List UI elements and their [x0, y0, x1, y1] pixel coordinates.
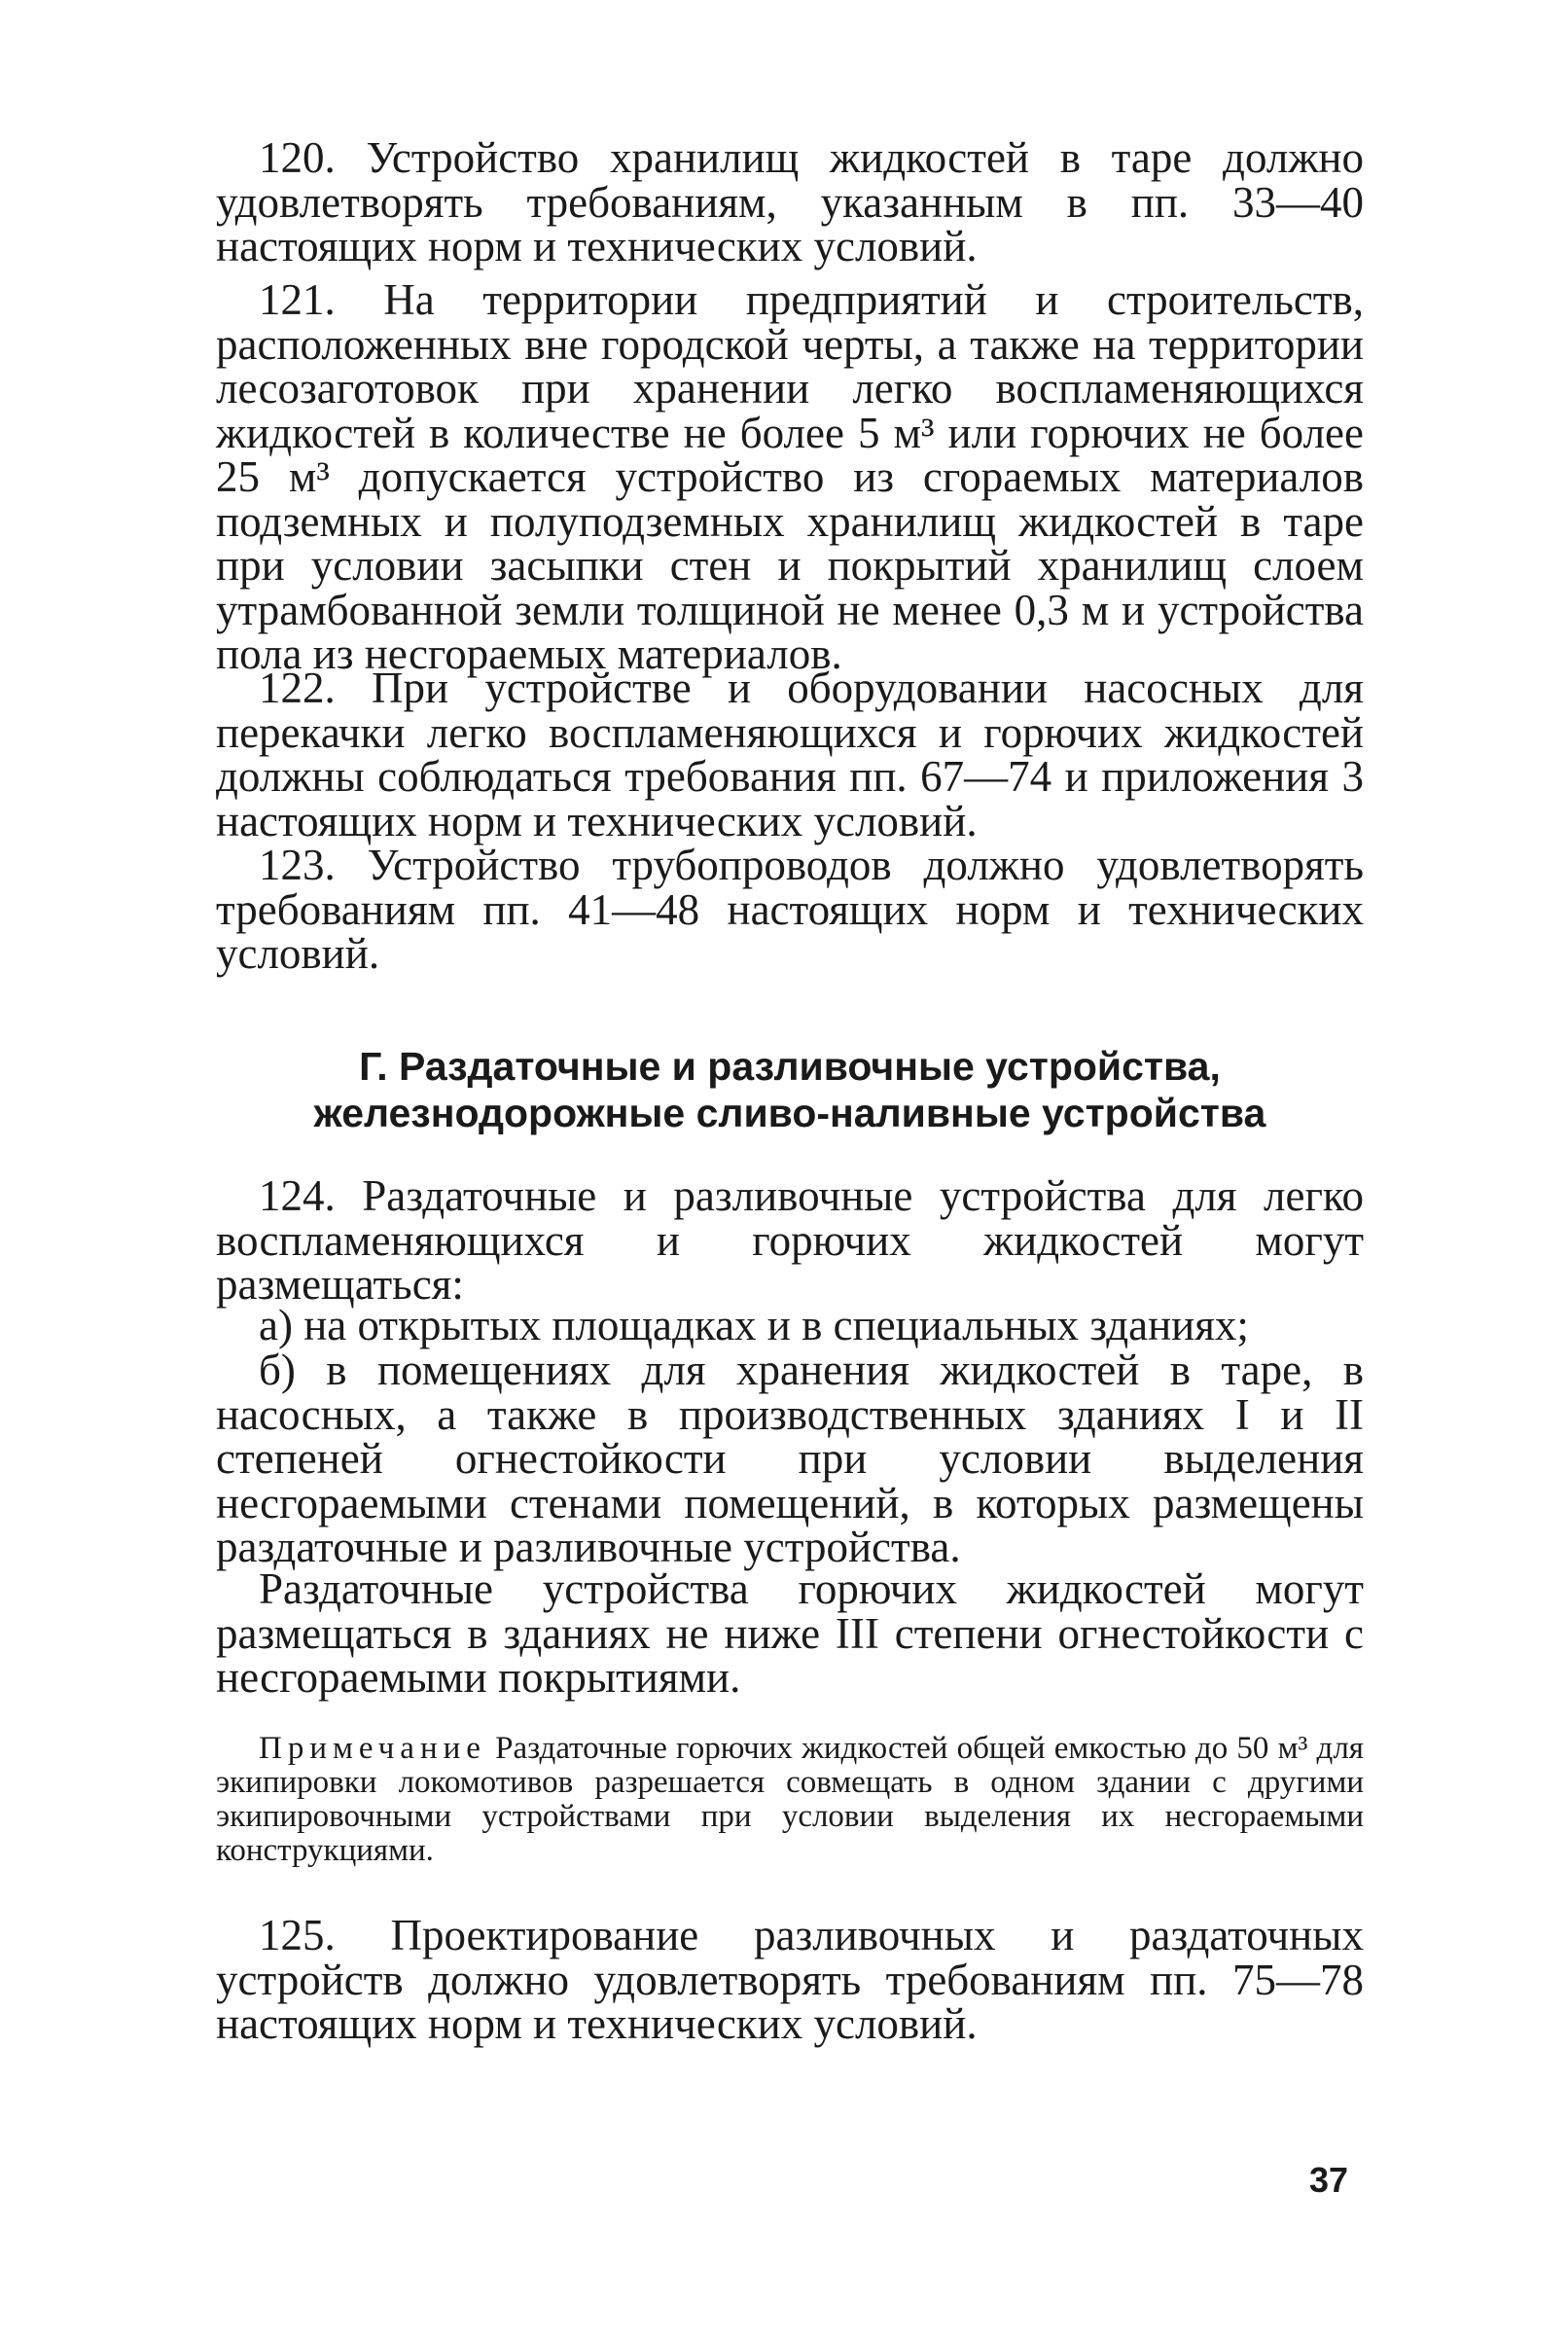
paragraph-124-continuation: Раздаточные устройства горючих жидкостей могут размещаться в зданиях не ниже III степени огнестойкости с несгораемыми покрытиями. [216, 1564, 1364, 1702]
document-page [216, 133, 1364, 2306]
paragraph-120: 120. Устройство хранилищ жидкостей в таре должно удовлетворять требованиям, указанным в пп. 33—40 настоящих норм и технических условий. [216, 133, 1364, 270]
page-number: 37 [1308, 2160, 1348, 2200]
note [216, 1732, 1364, 1868]
list-item-a: а) на открытых площадках и в специальных зданиях; [259, 1301, 1249, 1349]
section-heading-line-2: железнодорожные сливо-наливные устройства [313, 1091, 1266, 1135]
note-label: Примечание [259, 1731, 486, 1766]
paragraph-125: 125. Проектирование разливочных и раздаточных устройств должно удовлетворять требованиям пп. 75—78 настоящих норм и технических условий. [216, 1911, 1364, 2048]
note-text: Раздаточные горючих жидкостей общей емкостью до 50 м³ для экипировки локомотивов разрешается совмещать в одном здании с другими экипировочными устройствами при условии выделения их несгораемыми конструкциями. [216, 1731, 1364, 1868]
paragraph-123: 123. Устройство трубопроводов должно удовлетворять требованиям пп. 41—48 настоящих норм и технических условий. [216, 841, 1364, 978]
section-heading-line-1: Г. Раздаточные и разливочные устройства, [359, 1044, 1221, 1089]
list-item-b: б) в помещениях для хранения жидкостей в таре, в насосных, а также в производственных зданиях I и II степеней огнестойкости при условии выделения несгораемыми стенами помещений, в которых размещены раздаточные и разливочные устройства. [216, 1346, 1364, 1571]
paragraph-122: 122. При устройстве и оборудовании насосных для перекачки легко воспламеняющихся и горючих жидкостей должны соблюдаться требования пп. 67—74 и приложения 3 настоящих норм и технических условий. [216, 664, 1364, 845]
paragraph-121: 121. На территории предприятий и строительств, расположенных вне городской черты, а также на территории лесозаготовок при хранении легко воспламеняющихся жидкостей в количестве не более 5 м³ или горючих не более 25 м³ допускается устройство из сгораемых материалов подземных и полуподземных хранилищ жидкостей в таре при условии засыпки стен и покрытий хранилищ слоем утрамбованной земли толщиной не менее 0,3 м и устройства пола из несгораемых материалов. [216, 275, 1364, 678]
section-heading [216, 1043, 1364, 1136]
paragraph-124: 124. Раздаточные и разливочные устройства для легко воспламеняющихся и горючих жидкостей могут размещаться: [216, 1171, 1364, 1309]
